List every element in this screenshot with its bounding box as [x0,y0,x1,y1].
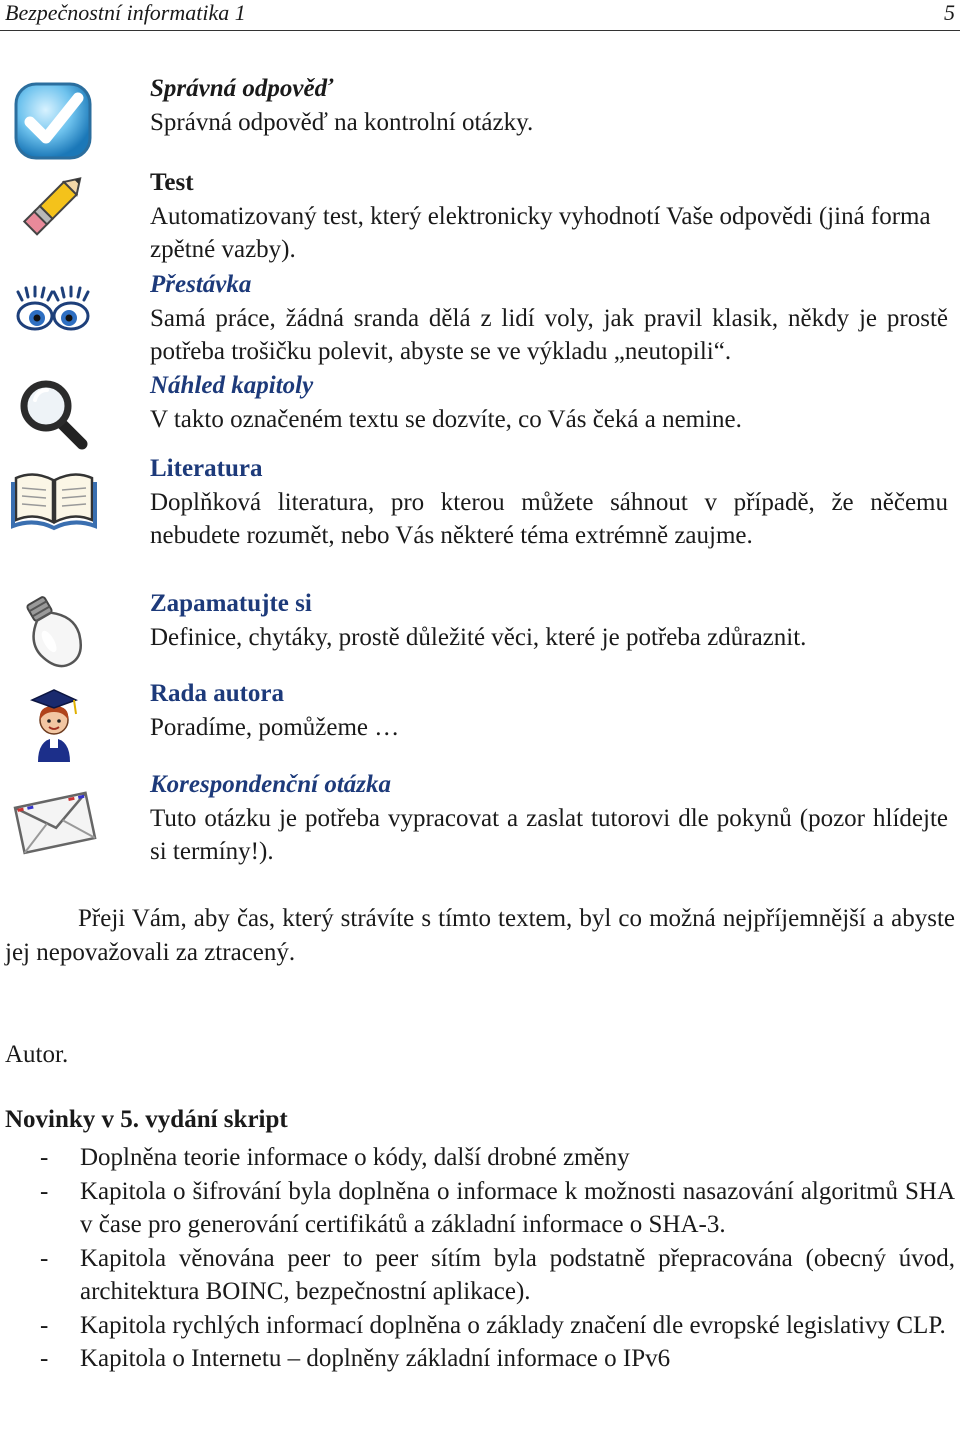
legend-entry-break [150,268,948,369]
list-item-text: Kapitola o Internetu – doplněny základní informace o IPv6 [80,1345,671,1372]
checkmark-icon [8,76,100,168]
magnifier-icon [8,368,100,460]
entry-heading: Náhled kapitoly [150,372,314,399]
list-item: - Kapitola rychlých informací doplněna o základy značení dle evropské legislativy CLP. [40,1311,946,1339]
list-item: - Kapitola o šifrování byla doplněna o informace k možnosti nasazování algoritmů SHA v čase pro generování certifikátů a základní informace o SHA-3. [40,1177,955,1238]
entry-heading: Test [150,169,194,196]
entry-text: Definice, chytáky, prostě důležité věci, které je potřeba zdůraznit. [150,623,807,651]
document-title: Bezpečnostní informatika 1 [5,0,246,25]
author-signature: Autor. [5,1041,69,1068]
list-item-text: Kapitola o šifrování byla doplněna o informace k možnosti nasazování algoritmů SHA v čase pro generování certifikátů a základní informace o SHA-3. [80,1177,955,1238]
list-item: - Kapitola věnována peer to peer sítím byla podstatně přepracována (obecný úvod, architektura BOINC, bezpečnostní aplikace). [40,1244,955,1305]
legend-entry-test [150,166,948,267]
legend-entry-correct-answer [150,72,948,139]
graduate-icon [8,676,100,768]
entry-heading: Korespondenční otázka [150,771,392,798]
legend-entry-chapter-preview [150,369,948,436]
entry-text: Správná odpověď na kontrolní otázky. [150,108,534,136]
list-item-text: Kapitola věnována peer to peer sítím byla podstatně přepracována (obecný úvod, architektura BOINC, bezpečnostní aplikace). [80,1244,955,1305]
page-number: 5 [944,0,955,25]
legend-entry-correspondence-question [150,768,948,869]
page-header [0,0,960,31]
pencil-icon [8,160,100,252]
entry-heading: Přestávka [150,271,252,298]
entry-text: Tuto otázku je potřeba vypracovat a zaslat tutorovi dle pokynů (pozor hlídejte si termíny!). [150,804,948,865]
envelope-icon [8,772,100,864]
entry-text: Poradíme, pomůžeme … [150,713,400,741]
eyes-icon [8,266,100,358]
entry-text: V takto označeném textu se dozvíte, co Vás čeká a nemine. [150,405,742,433]
list-item: - Kapitola o Internetu – doplněny základní informace o IPv6 [40,1345,671,1372]
entry-text: Samá práce, žádná sranda dělá z lidí voly, jak pravil klasik, někdy je prostě potřeba trošičku polevit, abyste se ve výkladu „neutopili“. [150,304,948,365]
news-list [5,1141,955,1376]
legend-entry-remember [150,587,948,654]
list-item-text: Kapitola rychlých informací doplněna o základy značení dle evropské legislativy CLP. [80,1311,946,1339]
legend-entry-author-tip [150,677,948,744]
lightbulb-icon [8,588,100,680]
entry-heading: Správná odpověď [150,75,334,102]
legend-entry-literature [150,452,948,553]
entry-heading: Rada autora [150,680,285,707]
list-item-text: Doplněna teorie informace o kódy, další drobné změny [80,1144,630,1171]
news-heading: Novinky v 5. vydání skript [5,1106,288,1133]
entry-text: Automatizovaný test, který elektronicky vyhodnotí Vaše odpovědi (jiná forma zpětné vazby). [150,202,931,263]
list-item: - Doplněna teorie informace o kódy, další drobné změny [40,1144,630,1171]
entry-heading: Literatura [150,455,263,482]
closing-paragraph: Přeji Vám, aby čas, který strávíte s tímto textem, byl co možná nejpříjemnější a abyste jej nepovažovali za ztracený. [5,905,955,966]
book-icon [8,448,100,540]
entry-heading: Zapamatujte si [150,590,312,617]
entry-text: Doplňková literatura, pro kterou můžete sáhnout v případě, že něčemu nebudete rozumět, nebo Vás některé téma extrémně zaujme. [150,488,948,549]
